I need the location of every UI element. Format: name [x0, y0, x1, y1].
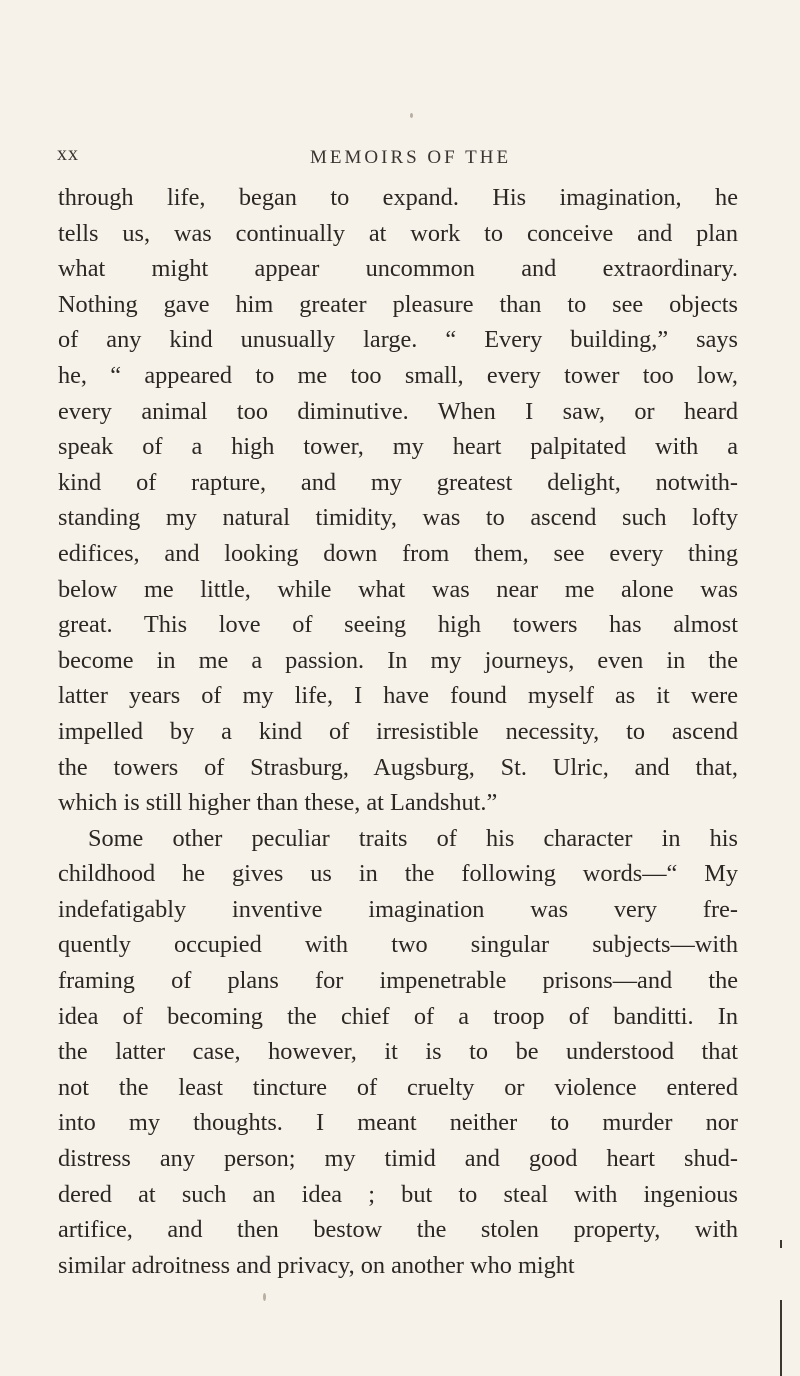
text-line: through life, began to expand. His imagination, he [58, 184, 738, 211]
text-line: distress any person; my timid and good heart shud- [58, 1145, 738, 1173]
text-line: tells us, was continually at work to conceive and plan [58, 219, 738, 247]
text-line: of any kind unusually large. “ Every building,” says [58, 326, 738, 354]
text-line: idea of becoming the chief of a troop of banditti. In [58, 1002, 738, 1030]
page-edge-mark [780, 1300, 782, 1376]
text-line: framing of plans for impenetrable prisons—and the [58, 967, 738, 995]
paper-speck [410, 113, 413, 118]
text-line: into my thoughts. I meant neither to murder nor [58, 1109, 738, 1137]
page-header [0, 143, 800, 173]
text-line: below me little, while what was near me alone was [58, 575, 738, 603]
text-line: every animal too diminutive. When I saw, or heard [58, 397, 738, 425]
text-line: similar adroitness and privacy, on another who might [58, 1251, 575, 1279]
text-line: Some other peculiar traits of his character in his [88, 824, 738, 852]
text-line: not the least tincture of cruelty or violence entered [58, 1073, 738, 1101]
text-line: standing my natural timidity, was to ascend such lofty [58, 504, 738, 532]
text-line: edifices, and looking down from them, see every thing [58, 539, 738, 567]
text-line: speak of a high tower, my heart palpitated with a [58, 433, 738, 461]
page-edge-mark [780, 1240, 782, 1248]
text-line: become in me a passion. In my journeys, even in the [58, 646, 738, 674]
text-line: indefatigably inventive imagination was very fre- [58, 895, 738, 923]
body-text [58, 180, 738, 1283]
page-number: xx [57, 143, 79, 165]
text-line: dered at such an idea ; but to steal with ingenious [58, 1180, 738, 1208]
text-line: great. This love of seeing high towers has almost [58, 611, 738, 639]
text-line: artifice, and then bestow the stolen property, with [58, 1216, 738, 1244]
text-line: quently occupied with two singular subjects—with [58, 931, 738, 959]
text-line: kind of rapture, and my greatest delight, notwith- [58, 468, 738, 496]
text-line: the latter case, however, it is to be understood that [58, 1038, 738, 1066]
text-line: which is still higher than these, at Landshut.” [58, 789, 498, 817]
paper-speck [263, 1293, 266, 1301]
text-line: Nothing gave him greater pleasure than to see objects [58, 290, 738, 318]
text-line: latter years of my life, I have found myself as it were [58, 682, 738, 710]
text-line: impelled by a kind of irresistible necessity, to ascend [58, 717, 738, 745]
text-line: childhood he gives us in the following words—“ My [58, 860, 738, 888]
text-line: the towers of Strasburg, Augsburg, St. Ulric, and that, [58, 753, 738, 781]
running-title: MEMOIRS OF THE [310, 147, 512, 168]
text-line: he, “ appeared to me too small, every tower too low, [58, 361, 738, 389]
text-line: what might appear uncommon and extraordinary. [58, 255, 738, 283]
